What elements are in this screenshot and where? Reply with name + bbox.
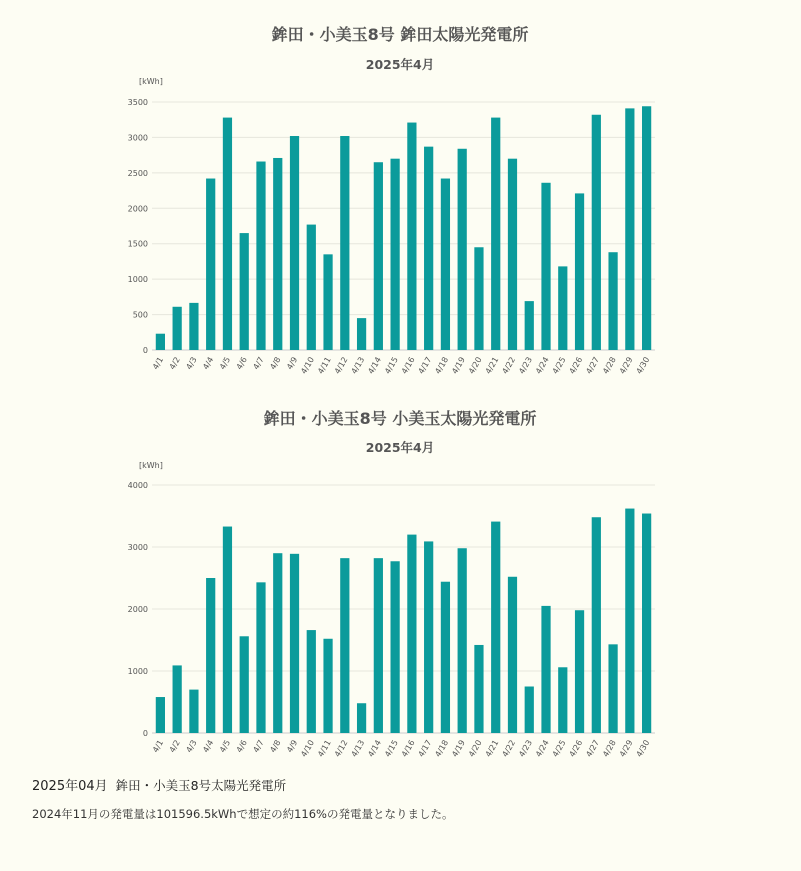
x-tick-label: 4/20 xyxy=(466,355,484,376)
chart-subtitle: 2025年4月 xyxy=(365,440,435,455)
x-tick-label: 4/8 xyxy=(268,738,283,755)
y-tick-label: 1000 xyxy=(127,667,148,676)
x-tick-label: 4/14 xyxy=(366,355,384,376)
x-tick-label: 4/10 xyxy=(299,738,317,759)
x-tick-label: 4/30 xyxy=(634,738,652,759)
bar-4-25 xyxy=(558,266,567,350)
x-tick-label: 4/2 xyxy=(167,355,182,372)
bar-4-11 xyxy=(323,254,332,350)
bar-4-24 xyxy=(541,183,550,350)
x-tick-label: 4/27 xyxy=(584,355,602,376)
x-tick-label: 4/11 xyxy=(316,738,333,759)
x-tick-label: 4/18 xyxy=(433,355,451,376)
x-tick-label: 4/26 xyxy=(567,738,585,759)
bar-4-9 xyxy=(290,136,299,350)
x-tick-label: 4/12 xyxy=(332,738,350,759)
x-tick-label: 4/22 xyxy=(500,738,518,759)
x-tick-label: 4/7 xyxy=(251,738,266,755)
x-tick-label: 4/21 xyxy=(483,355,501,376)
x-tick-label: 4/26 xyxy=(567,355,585,376)
bar-4-30 xyxy=(642,106,651,350)
x-tick-label: 4/7 xyxy=(251,355,266,372)
y-tick-label: 2000 xyxy=(127,204,148,214)
x-tick-label: 4/17 xyxy=(416,355,434,376)
bar-4-7 xyxy=(256,162,265,350)
y-tick-label: 1000 xyxy=(127,275,148,285)
x-tick-label: 4/21 xyxy=(483,738,501,759)
bar-4-23 xyxy=(525,687,534,734)
bar-4-2 xyxy=(173,665,182,733)
bar-4-26 xyxy=(575,193,584,350)
summary-caption xyxy=(32,775,286,794)
bar-4-5 xyxy=(223,527,232,733)
bar-4-27 xyxy=(592,517,601,733)
bar-4-6 xyxy=(240,636,249,733)
x-tick-label: 4/25 xyxy=(550,355,568,376)
x-tick-label: 4/5 xyxy=(217,355,233,372)
x-tick-label: 4/16 xyxy=(399,738,417,759)
y-unit-label: [kWh] xyxy=(139,77,163,86)
x-tick-label: 4/14 xyxy=(366,738,384,759)
x-tick-label: 4/23 xyxy=(517,355,534,376)
bar-4-2 xyxy=(173,307,182,350)
x-tick-label: 4/24 xyxy=(533,738,551,759)
bar-4-12 xyxy=(340,136,349,350)
chart-title: 鉾田・小美玉8号 小美玉太陽光発電所 xyxy=(263,409,537,428)
x-tick-label: 4/4 xyxy=(201,355,216,372)
x-tick-label: 4/13 xyxy=(349,738,367,759)
x-tick-label: 4/23 xyxy=(517,738,534,759)
chart-title: 鉾田・小美玉8号 鉾田太陽光発電所 xyxy=(271,25,529,44)
bar-4-7 xyxy=(256,582,265,733)
bar-4-16 xyxy=(407,535,416,733)
bar-4-28 xyxy=(608,252,617,350)
x-tick-label: 4/1 xyxy=(150,738,166,755)
bar-4-5 xyxy=(223,118,232,350)
x-tick-label: 4/25 xyxy=(550,738,568,759)
x-tick-label: 4/27 xyxy=(584,738,602,759)
bar-4-4 xyxy=(206,179,215,350)
x-tick-label: 4/30 xyxy=(634,355,652,376)
bar-4-3 xyxy=(189,303,198,350)
x-tick-label: 4/10 xyxy=(299,355,317,376)
x-tick-label: 4/12 xyxy=(332,355,350,376)
y-tick-label: 0 xyxy=(142,729,148,738)
x-tick-label: 4/11 xyxy=(316,355,333,376)
x-tick-label: 4/4 xyxy=(201,738,216,755)
y-tick-label: 2500 xyxy=(127,168,148,178)
chart-omitama xyxy=(0,385,801,770)
chart-hokota-svg xyxy=(0,0,801,385)
bar-4-17 xyxy=(424,147,433,350)
x-tick-label: 4/13 xyxy=(349,355,367,376)
bar-4-10 xyxy=(307,630,316,733)
x-tick-label: 4/15 xyxy=(383,738,400,759)
bar-4-14 xyxy=(374,162,383,350)
x-tick-label: 4/6 xyxy=(234,355,249,372)
bar-4-21 xyxy=(491,522,500,733)
bar-4-19 xyxy=(458,548,467,733)
y-tick-label: 500 xyxy=(132,310,148,320)
x-tick-label: 4/19 xyxy=(450,355,467,376)
bar-4-29 xyxy=(625,108,634,350)
bar-4-14 xyxy=(374,558,383,733)
bar-4-1 xyxy=(156,334,165,350)
x-tick-label: 4/19 xyxy=(450,738,467,759)
bar-4-30 xyxy=(642,514,651,733)
chart-subtitle: 2025年4月 xyxy=(365,57,435,72)
x-tick-label: 4/2 xyxy=(167,738,182,755)
bar-4-26 xyxy=(575,610,584,733)
bar-4-16 xyxy=(407,123,416,350)
x-tick-label: 4/15 xyxy=(383,355,400,376)
y-tick-label: 3000 xyxy=(127,133,148,143)
bar-4-20 xyxy=(474,645,483,733)
caption-year-month: 2025年04月 xyxy=(32,779,108,794)
bar-4-15 xyxy=(391,561,400,733)
bar-4-4 xyxy=(206,578,215,733)
x-tick-label: 4/22 xyxy=(500,355,518,376)
bar-4-12 xyxy=(340,558,349,733)
bar-4-6 xyxy=(240,233,249,350)
bar-4-24 xyxy=(541,606,550,733)
x-tick-label: 4/29 xyxy=(617,355,635,376)
bar-4-1 xyxy=(156,697,165,733)
x-tick-label: 4/28 xyxy=(601,355,618,376)
bar-4-29 xyxy=(625,509,634,733)
bar-4-25 xyxy=(558,667,567,733)
x-tick-label: 4/18 xyxy=(433,738,451,759)
bar-4-18 xyxy=(441,582,450,733)
x-tick-label: 4/17 xyxy=(416,738,434,759)
bar-4-11 xyxy=(323,639,332,733)
y-tick-label: 4000 xyxy=(127,481,148,490)
bar-4-27 xyxy=(592,115,601,350)
y-tick-label: 3000 xyxy=(127,543,148,552)
x-tick-label: 4/24 xyxy=(533,355,551,376)
bar-4-13 xyxy=(357,703,366,733)
y-tick-label: 0 xyxy=(142,346,148,355)
x-tick-label: 4/9 xyxy=(285,738,300,755)
x-tick-label: 4/9 xyxy=(285,355,300,372)
bar-4-3 xyxy=(189,690,198,733)
summary-note: 2024年11月の発電量は101596.5kWhで想定の約116%の発電量となりました。 xyxy=(32,807,454,821)
x-tick-label: 4/3 xyxy=(184,738,199,755)
x-tick-label: 4/5 xyxy=(217,738,233,755)
bar-4-23 xyxy=(525,301,534,350)
bar-4-10 xyxy=(307,225,316,350)
bar-4-21 xyxy=(491,118,500,350)
bar-4-15 xyxy=(391,159,400,350)
y-unit-label: [kWh] xyxy=(139,461,163,470)
x-tick-label: 4/3 xyxy=(184,355,199,372)
bar-4-9 xyxy=(290,554,299,733)
x-tick-label: 4/28 xyxy=(601,738,618,759)
bar-4-8 xyxy=(273,158,282,350)
x-tick-label: 4/1 xyxy=(150,355,166,372)
x-tick-label: 4/29 xyxy=(617,738,635,759)
x-tick-label: 4/20 xyxy=(466,738,484,759)
chart-hokota xyxy=(0,0,801,385)
y-tick-label: 3500 xyxy=(127,98,148,107)
y-tick-label: 2000 xyxy=(127,605,148,614)
bar-4-28 xyxy=(608,644,617,733)
bar-4-18 xyxy=(441,179,450,350)
x-tick-label: 4/16 xyxy=(399,355,417,376)
caption-plant-name: 鉾田・小美玉8号太陽光発電所 xyxy=(115,778,287,793)
bar-4-13 xyxy=(357,318,366,350)
bar-4-22 xyxy=(508,159,517,350)
x-tick-label: 4/8 xyxy=(268,355,283,372)
bar-4-19 xyxy=(458,149,467,350)
bar-4-20 xyxy=(474,247,483,350)
bar-4-8 xyxy=(273,553,282,733)
bar-4-22 xyxy=(508,577,517,733)
y-tick-label: 1500 xyxy=(127,239,148,249)
chart-omitama-svg xyxy=(0,385,801,770)
x-tick-label: 4/6 xyxy=(234,738,249,755)
bar-4-17 xyxy=(424,541,433,733)
